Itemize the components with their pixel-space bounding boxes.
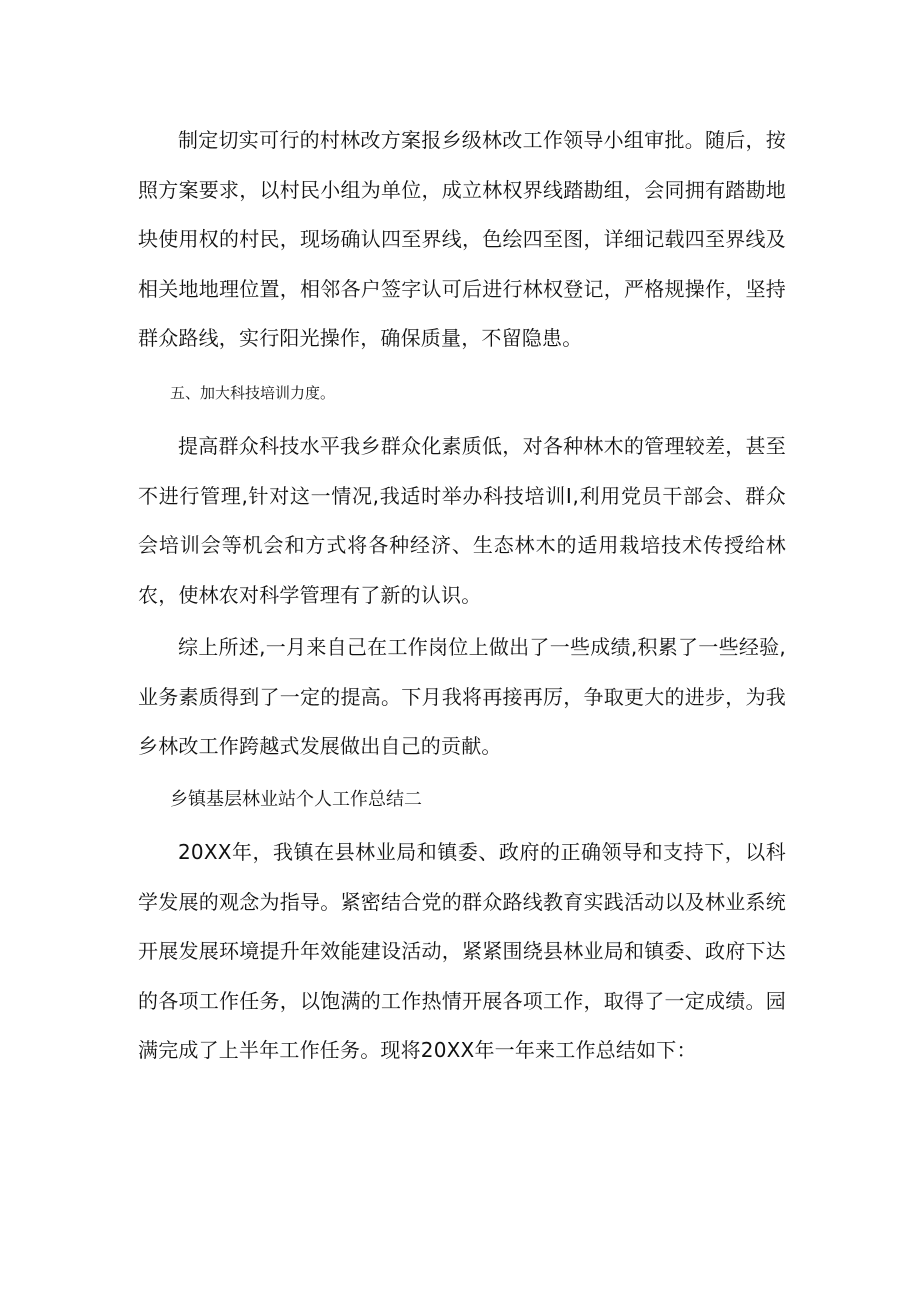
body-paragraph: 综上所述,一月来自己在工作岗位上做出了一些成绩,积累了一些经验,业务素质得到了一定的提高。下月我将再接再厉，争取更大的进步，为我乡林改工作跨越式发展做出自己的贡献。 <box>138 635 786 758</box>
body-paragraph: 提高群众科技水平我乡群众化素质低，对各种林木的管理较差，甚至不进行管理,针对这一情况,我适时举办科技培训Ⅰ,利用党员干部会、群众会培训会等机会和方式将各种经济、生态林木的适用栽培技术传授给林农，使林农对科学管理有了新的认识。 <box>138 434 786 607</box>
section-heading: 五、加大科技培训力度。 <box>170 384 336 402</box>
body-paragraph: 制定切实可行的村林改方案报乡级林改工作领导小组审批。随后，按照方案要求，以村民小组为单位，成立林权界线踏勘组，会同拥有踏勘地块使用权的村民，现场确认四至界线，色绘四至图，详细记载四至界线及相关地地理位置，相邻各户签字认可后进行林权登记，严格规操作，坚持群众路线，实行阳光操作，确保质量，不留隐患。 <box>138 128 786 350</box>
body-paragraph: 20XX年，我镇在县林业局和镇委、政府的正确领导和支持下，以科学发展的观念为指导。紧密结合党的群众路线教育实践活动以及林业系统开展发展环境提升年效能建设活动，紧紧围绕县林业局和镇委、政府下达的各项工作任务，以饱满的工作热情开展各项工作，取得了一定成绩。园满完成了上半年工作任务。现将20XX年一年来工作总结如下： <box>138 840 786 1062</box>
article-title: 乡镇基层林业站个人工作总结二 <box>170 789 422 810</box>
